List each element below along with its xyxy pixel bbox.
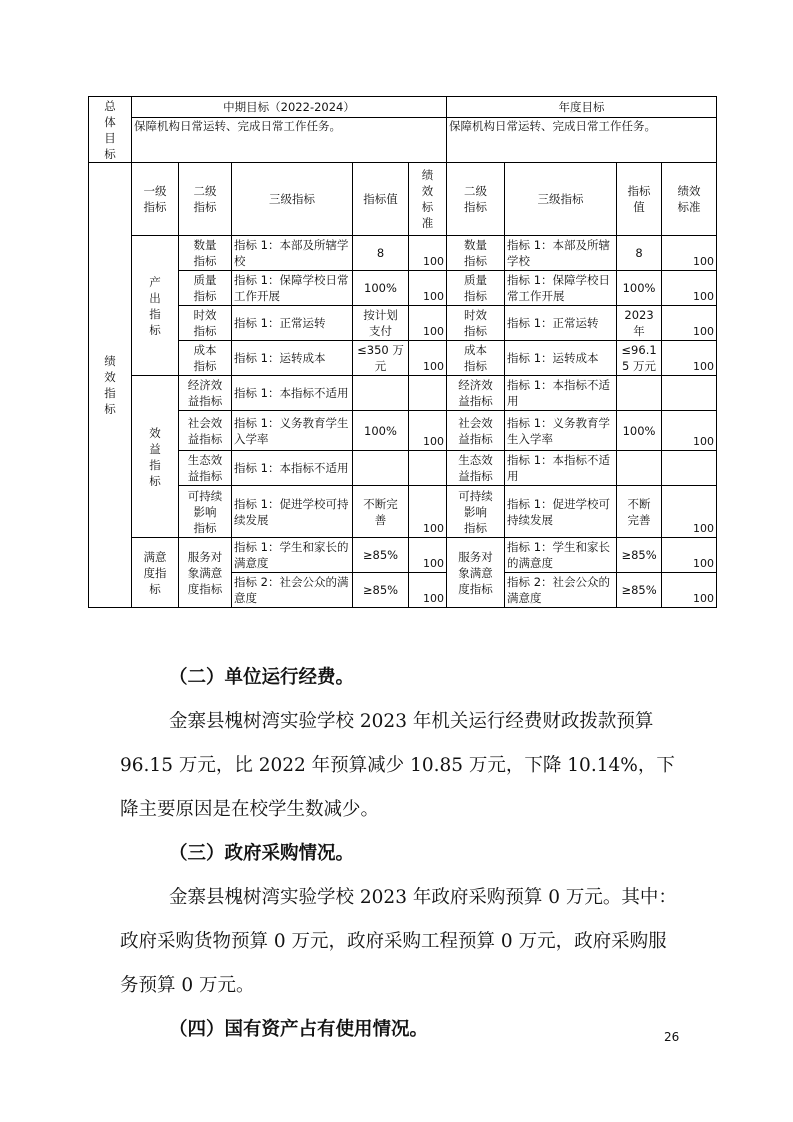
row-l3: 指标 1：正常运转 xyxy=(232,306,353,341)
group-satisfaction: 满意 度指 标 xyxy=(132,538,179,608)
page-number: 26 xyxy=(664,1030,680,1044)
row-l3-annual: 指标 2：社会公众的满意度 xyxy=(505,573,617,608)
row-value-annual: 不断 完善 xyxy=(617,486,662,538)
annual-goal: 保障机构日常运转、完成日常工作任务。 xyxy=(447,118,717,163)
row-l2-annual: 数量 指标 xyxy=(447,236,505,271)
row-standard-annual: 100 xyxy=(662,341,717,376)
row-l3-annual: 指标 1：保障学校日常工作开展 xyxy=(505,271,617,306)
row-standard-annual: 100 xyxy=(662,306,717,341)
row-l3-annual: 指标 1：学生和家长的满意度 xyxy=(505,538,617,573)
col-standard: 绩 效 标 准 xyxy=(409,163,447,236)
row-l2-annual: 质量 指标 xyxy=(447,271,505,306)
row-value xyxy=(353,376,409,411)
col-value-annual: 指标 值 xyxy=(617,163,662,236)
col-level2: 二级 指标 xyxy=(179,163,232,236)
row-value-annual xyxy=(617,451,662,486)
row-l3: 指标 1：运转成本 xyxy=(232,341,353,376)
row-value: ≥85% xyxy=(353,538,409,573)
row-l2-annual: 社会效 益指标 xyxy=(447,411,505,451)
row-l3-annual: 指标 1：运转成本 xyxy=(505,341,617,376)
row-standard xyxy=(409,451,447,486)
row-l3-annual: 指标 1：义务教育学生入学率 xyxy=(505,411,617,451)
row-value: ≤350 万 元 xyxy=(353,341,409,376)
row-standard-annual xyxy=(662,451,717,486)
group-benefit: 效 益 指 标 xyxy=(132,376,179,538)
row-value: 不断完 善 xyxy=(353,486,409,538)
performance-table xyxy=(88,96,717,608)
row-l2: 社会效 益指标 xyxy=(179,411,232,451)
row-l3-annual: 指标 1：本指标不适用 xyxy=(505,376,617,411)
row-l3: 指标 1：义务教育学生入学率 xyxy=(232,411,353,451)
row-standard: 100 xyxy=(409,538,447,573)
row-l3: 指标 1：本指标不适用 xyxy=(232,376,353,411)
row-l3: 指标 2：社会公众的满意度 xyxy=(232,573,353,608)
row-value xyxy=(353,451,409,486)
row-l2: 可持续 影响 指标 xyxy=(179,486,232,538)
row-standard: 100 xyxy=(409,306,447,341)
row-l2: 服务对 象满意 度指标 xyxy=(179,538,232,608)
section-heading-3: （三）政府采购情况。 xyxy=(169,843,355,864)
row-standard: 100 xyxy=(409,411,447,451)
row-value-annual: ≥85% xyxy=(617,538,662,573)
col-value: 指标值 xyxy=(353,163,409,236)
row-l2-annual: 生态效 益指标 xyxy=(447,451,505,486)
section-heading-2: （二）单位运行经费。 xyxy=(169,667,355,688)
row-standard xyxy=(409,376,447,411)
row-l3: 指标 1：促进学校可持续发展 xyxy=(232,486,353,538)
row-standard: 100 xyxy=(409,573,447,608)
row-l2-annual: 经济效 益指标 xyxy=(447,376,505,411)
row-l3-annual: 指标 1：本部及所辖学校 xyxy=(505,236,617,271)
col-standard-annual: 绩效 标准 xyxy=(662,163,717,236)
row-value-annual xyxy=(617,376,662,411)
row-value-annual: 100% xyxy=(617,271,662,306)
row-l2-annual: 成本 指标 xyxy=(447,341,505,376)
row-standard-annual: 100 xyxy=(662,271,717,306)
row-l3: 指标 1：本部及所辖学校 xyxy=(232,236,353,271)
row-standard: 100 xyxy=(409,271,447,306)
col-level3-annual: 三级指标 xyxy=(505,163,617,236)
row-l3-annual: 指标 1：促进学校可持续发展 xyxy=(505,486,617,538)
row-l2: 时效 指标 xyxy=(179,306,232,341)
row-l2: 数量 指标 xyxy=(179,236,232,271)
row-value: 100% xyxy=(353,411,409,451)
row-value: ≥85% xyxy=(353,573,409,608)
mid-term-header: 中期目标（2022-2024） xyxy=(132,97,447,118)
row-value-annual: 8 xyxy=(617,236,662,271)
paragraph-operating-funds: 金寨县槐树湾实验学校 2023 年机关运行经费财政拨款预算 96.15 万元，比 2022 年预算减少 10.85 万元，下降 10.14%，下降主要原因是在校学生数减少。 xyxy=(120,711,675,820)
overall-goal-label: 总 体 目 标 xyxy=(89,97,132,163)
row-standard-annual xyxy=(662,376,717,411)
row-standard-annual: 100 xyxy=(662,411,717,451)
row-l2: 生态效 益指标 xyxy=(179,451,232,486)
col-level2-annual: 二级 指标 xyxy=(447,163,505,236)
row-value: 100% xyxy=(353,271,409,306)
row-standard-annual: 100 xyxy=(662,538,717,573)
group-output: 产 出 指 标 xyxy=(132,236,179,376)
row-standard-annual: 100 xyxy=(662,486,717,538)
mid-term-goal: 保障机构日常运转、完成日常工作任务。 xyxy=(132,118,447,163)
row-value-annual: 2023 年 xyxy=(617,306,662,341)
row-l2-annual: 服务对 象满意 度指标 xyxy=(447,538,505,608)
row-l3: 指标 1：保障学校日常工作开展 xyxy=(232,271,353,306)
row-standard-annual: 100 xyxy=(662,573,717,608)
row-l2: 质量 指标 xyxy=(179,271,232,306)
section-heading-4: （四）国有资产占有使用情况。 xyxy=(169,1019,429,1040)
row-l2: 经济效 益指标 xyxy=(179,376,232,411)
row-value-annual: ≤96.1 5 万元 xyxy=(617,341,662,376)
row-standard: 100 xyxy=(409,341,447,376)
row-standard-annual: 100 xyxy=(662,236,717,271)
performance-indicators-label: 绩 效 指 标 xyxy=(89,163,132,608)
row-l2-annual: 可持续 影响 指标 xyxy=(447,486,505,538)
row-l3-annual: 指标 1：本指标不适用 xyxy=(505,451,617,486)
row-l3: 指标 1：本指标不适用 xyxy=(232,451,353,486)
annual-header: 年度目标 xyxy=(447,97,717,118)
col-level3: 三级指标 xyxy=(232,163,353,236)
row-l3: 指标 1：学生和家长的满意度 xyxy=(232,538,353,573)
row-l3-annual: 指标 1：正常运转 xyxy=(505,306,617,341)
row-value: 按计划 支付 xyxy=(353,306,409,341)
row-l2-annual: 时效 指标 xyxy=(447,306,505,341)
row-standard: 100 xyxy=(409,236,447,271)
row-l2: 成本 指标 xyxy=(179,341,232,376)
row-value-annual: 100% xyxy=(617,411,662,451)
row-value-annual: ≥85% xyxy=(617,573,662,608)
col-level1: 一级 指标 xyxy=(132,163,179,236)
paragraph-procurement: 金寨县槐树湾实验学校 2023 年政府采购预算 0 万元。其中：政府采购货物预算 0 万元，政府采购工程预算 0 万元，政府采购服务预算 0 万元。 xyxy=(120,887,677,996)
row-standard: 100 xyxy=(409,486,447,538)
row-value: 8 xyxy=(353,236,409,271)
